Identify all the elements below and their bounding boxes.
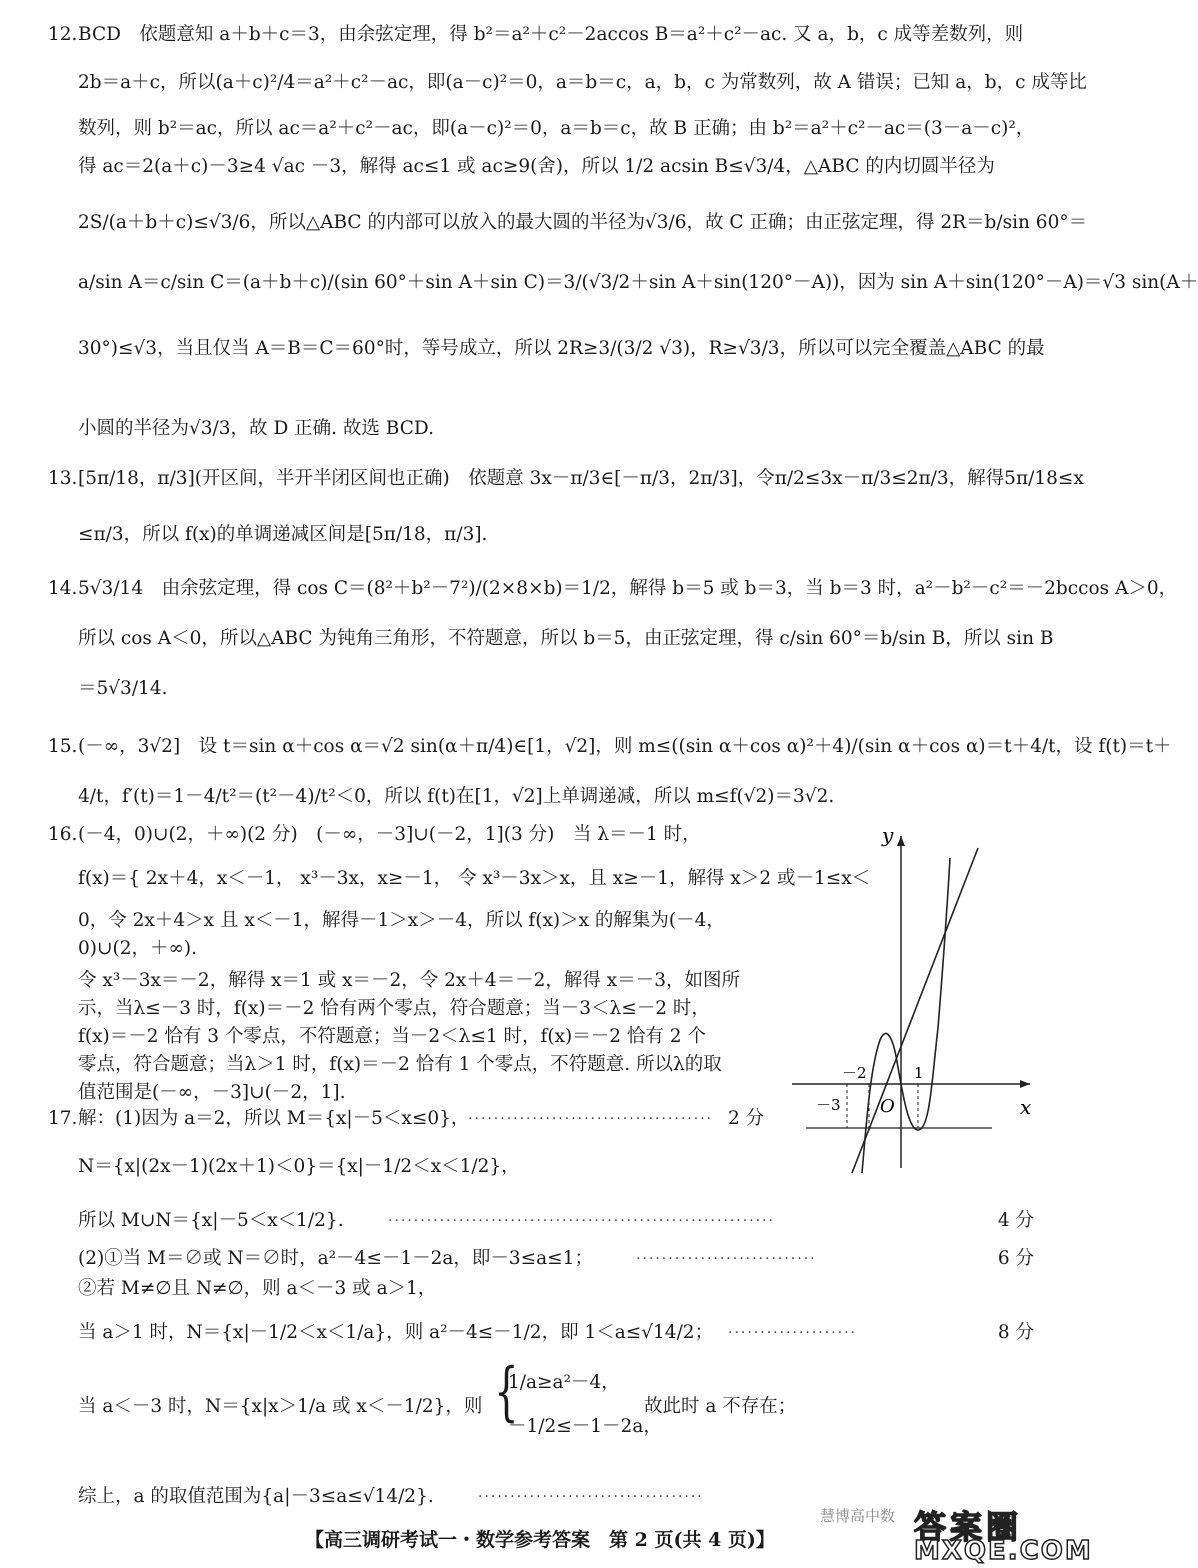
answer-line: (－∞，3√2] 设 t＝sin α＋cos α＝√2 sin(α＋π/4)∈[1，√2]，则 m≤((sin α＋cos α)²＋4)/(sin α＋cos α)＝t＋4/t，设 f(t)＝t＋ [78,736,1172,757]
answer-line: 0，令 2x＋4＞x 且 x＜－1，解得－1＞x＞－4，所以 f(x)＞x 的解集为(－4， [78,910,725,931]
answer-line: 零点，符合题意；当λ＞1 时，f(x)＝－2 恰有 1 个零点，不符题意. 所以λ的取 [78,1054,722,1075]
answer-line: 所以 cos A＜0，所以△ABC 为钝角三角形，不符题意，所以 b＝5，由正弦定理，得 c/sin 60°＝b/sin B，所以 sin B [78,628,1054,649]
function-graph [792,823,1042,1173]
system-line: －1/2≤－1－2a， [508,1416,662,1437]
answer-line: 数列，则 b²＝ac，所以 ac＝a²＋c²－ac，即(a－c)²＝0，a＝b＝c，故 B 正确；由 b²＝a²＋c²－ac＝(3－a－c)²， [78,118,1035,139]
brace: { [494,1355,519,1429]
question-number: 14. [48,578,78,599]
dot-leader: ··································· [478,1489,704,1505]
dot-leader: ···························································· [388,1213,776,1229]
cubic-curve [862,858,950,1173]
tick-label: －2 [842,1064,867,1082]
answer-line: ＝5√3/14. [78,678,168,699]
logo-line: MXQE.COM [914,1536,1093,1566]
answer-line: 值范围是(－∞，－3]∪(－2，1]. [78,1082,346,1103]
answer-line: a/sin A＝c/sin C＝(a＋b＋c)/(sin 60°＋sin A＋sin C)＝3/(√3/2＋sin A＋sin(120°－A))，因为 sin A＋sin(120°－A)＝√3 sin(A＋ [78,272,1198,293]
dot-leader: ······································ [468,1111,714,1127]
watermark-text: 慧博高中数 [820,1507,896,1525]
answer-line: 令 x³－3x＝－2，解得 x＝1 或 x＝－2，令 2x＋4＝－2，解得 x＝－3，如图所 [78,970,740,991]
question-number: 13. [48,468,78,489]
case-system [488,1355,662,1446]
answer-line: 30°)≤√3，当且仅当 A＝B＝C＝60°时，等号成立，所以 2R≥3/(3/2 √3)，R≥√3/3，所以可以完全覆盖△ABC 的最 [78,338,1045,359]
answer-line: 解：(1)因为 a＝2，所以 M＝{x|－5＜x≤0}， [78,1108,470,1129]
answer-line: 2S/(a＋b＋c)≤√3/6，所以△ABC 的内部可以放入的最大圆的半径为√3/6，故 C 正确；由正弦定理，得 2R＝b/sin 60°＝ [78,212,1088,233]
answer-line: 得 ac＝2(a＋c)－3≥4 √ac －3，解得 ac≤1 或 ac≥9(舍)，所以 1/2 acsin B≤√3/4，△ABC 的内切圆半径为 [78,156,995,177]
answer-line: 当 a＜－3 时，N＝{x|x＞1/a 或 x＜－1/2}，则 [78,1396,483,1417]
question-number: 17. [48,1108,78,1129]
answer-line: [5π/18，π/3](开区间，半开半闭区间也正确) 依题意 3x－π/3∈[－π/3，2π/3]，令π/2≤3x－π/3≤2π/3，解得5π/18≤x [78,468,1084,489]
answer-line: f(x)＝－2 恰有 3 个零点，不符题意；当－2＜λ≤1 时，f(x)＝－2 恰有 2 个 [78,1026,706,1047]
answer-line: 小圆的半径为√3/3，故 D 正确. 故选 BCD. [78,418,434,439]
answer-line: ②若 M≠∅且 N≠∅，则 a＜－3 或 a＞1， [78,1278,437,1299]
y-axis-arrow [897,836,905,846]
answer-line: 综上，a 的取值范围为{a|－3≤a≤√14/2}. [78,1486,434,1507]
page-footer: 【高三调研考试一・数学参考答案 第 2 页(共 4 页)】 [305,1529,775,1551]
answer-line: f(x)＝{ 2x＋4，x＜－1， x³－3x，x≥－1， 令 x³－3x＞x，且 x≥－1，解得 x＞2 或－1≤x＜ [78,868,871,889]
score: 4 分 [997,1210,1034,1231]
dot-leader: ···················· [728,1325,858,1341]
y-axis-label: y [882,823,894,847]
answer-line: N＝{x|(2x－1)(2x＋1)＜0}＝{x|－1/2＜x＜1/2}， [78,1156,520,1177]
score: 2 分 [728,1108,765,1129]
answer-line: 4/t，f′(t)＝1－4/t²＝(t²－4)/t²＜0，所以 f(t)在[1，√2]上单调递减，所以 m≤f(√2)＝3√2. [78,786,835,807]
answer-line: 当 a＞1 时，N＝{x|－1/2＜x＜1/a}，则 a²－4≤－1/2，即 1＜a≤√14/2； [78,1322,714,1343]
system-line: 1/a≥a²－4， [508,1372,620,1393]
tick-label: 1 [914,1064,924,1082]
answer-line: 所以 M∪N＝{x|－5＜x＜1/2}. [78,1210,344,1231]
answer-line: BCD 依题意知 a＋b＋c＝3，由余弦定理，得 b²＝a²＋c²－2accos B＝a²＋c²－ac. 又 a，b，c 成等差数列，则 [78,24,1024,45]
answer-line: (－4，0)∪(2，＋∞)(2 分) (－∞，－3]∪(－2，1](3 分) 当 λ＝－1 时， [78,824,701,845]
question-number: 12. [48,24,78,45]
x-axis-arrow [1020,1080,1030,1088]
answer-line: 示，当λ≤－3 时，f(x)＝－2 恰有两个零点，符合题意；当－3＜λ≤－2 时， [78,998,710,1019]
logo-line: 答案圈 [914,1508,1023,1546]
answer-line: 故此时 a 不存在； [644,1396,797,1417]
x-axis-label: x [1020,1095,1032,1119]
answer-line: (2)①当 M＝∅或 N＝∅时，a²－4≤－1－2a，即－3≤a≤1； [78,1248,593,1269]
answer-line: 0)∪(2，＋∞). [78,938,197,959]
question-number: 15. [48,736,78,757]
dot-leader: ···························· [636,1251,817,1267]
question-number: 16. [48,824,78,845]
answer-line: 2b＝a＋c，所以(a＋c)²/4＝a²＋c²－ac，即(a－c)²＝0，a＝b＝c，a，b，c 为常数列，故 A 错误；已知 a，b，c 成等比 [78,72,1087,93]
line-2x-plus-4 [852,848,978,1173]
score: 6 分 [997,1248,1034,1269]
origin-label: O [880,1096,895,1117]
answer-line: 5√3/14 由余弦定理，得 cos C＝(8²＋b²－7²)/(2×8×b)＝1/2，解得 b＝5 或 b＝3，当 b＝3 时，a²－b²－c²＝－2bccos A＞0， [78,578,1178,599]
tick-label: －3 [816,1096,841,1114]
score: 8 分 [997,1322,1034,1343]
answer-line: ≤π/3，所以 f(x)的单调递减区间是[5π/18，π/3]. [78,524,488,545]
